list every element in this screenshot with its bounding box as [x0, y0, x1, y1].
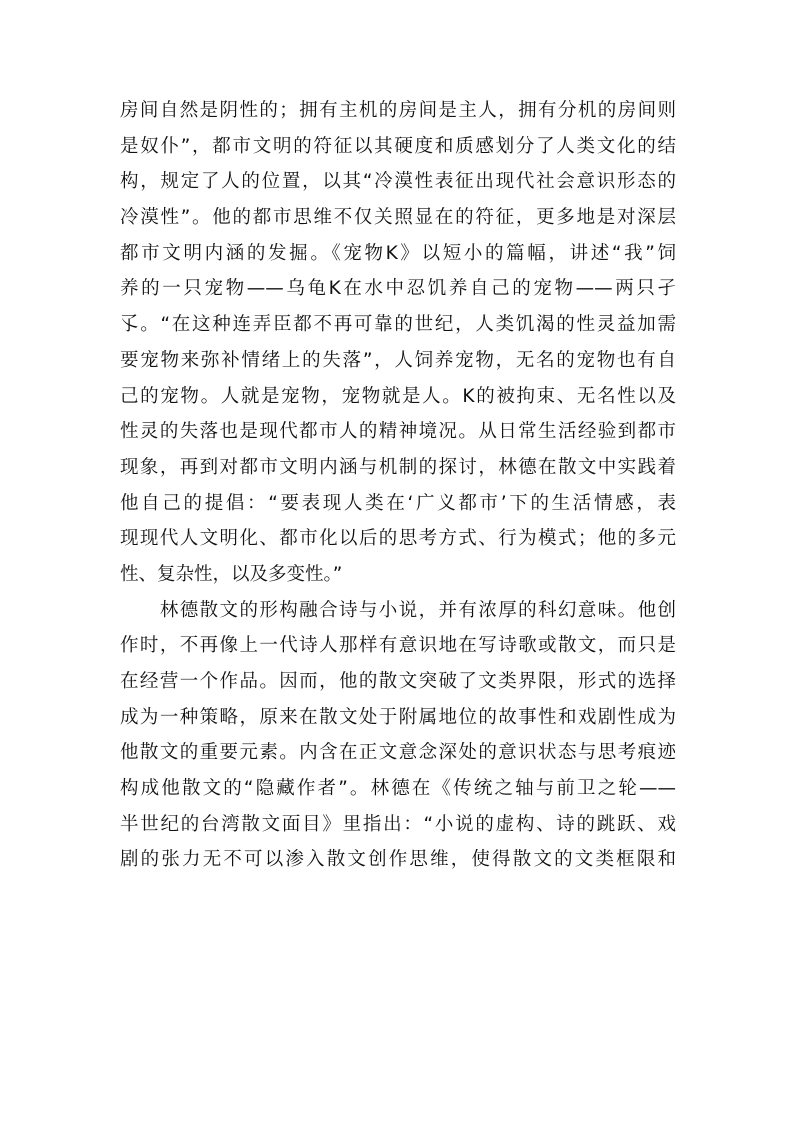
text-line: 构，规定了人的位置，以其“冷漠性表征出现代社会意识形态的 [120, 171, 676, 193]
paragraph-1 [120, 93, 676, 593]
text-line: 现现代人文明化、都市化以后的思考方式、行为模式；他的多元 [120, 528, 676, 550]
text-line: 林德散文的形构融合诗与小说，并有浓厚的科幻意味。他创 [120, 599, 676, 621]
text-line: 是奴仆”，都市文明的符征以其硬度和质感划分了人类文化的结 [120, 135, 676, 157]
text-line: 成为一种策略，原来在散文处于附属地位的故事性和戏剧性成为 [120, 706, 676, 728]
text-line: 作时，不再像上一代诗人那样有意识地在写诗歌或散文，而只是 [120, 635, 676, 657]
text-line: 构成他散文的“隐藏作者”。林德在《传统之轴与前卫之轮—— [120, 778, 676, 800]
text-line: 性、复杂性，以及多变性。” [120, 563, 343, 585]
text-line: 他散文的重要元素。内含在正文意念深处的意识状态与思考痕迹 [120, 742, 676, 764]
text-line: 养的一只宠物——乌龟K在水中忍饥养自己的宠物——两只孑 [120, 278, 676, 300]
body-text [120, 93, 676, 878]
text-line: 己的宠物。人就是宠物，宠物就是人。K的被拘束、无名性以及 [120, 385, 676, 407]
text-line: 房间自然是阴性的；拥有主机的房间是主人，拥有分机的房间则 [120, 100, 676, 121]
text-line: 剧的张力无不可以渗入散文创作思维，使得散文的文类框限和 [120, 849, 676, 871]
text-line: 都市文明内涵的发掘。《宠物K》以短小的篇幅，讲述“我”饲 [120, 242, 676, 264]
text-line: 他自己的提倡：“要表现人类在‘广义都市’下的生活情感，表 [120, 492, 676, 514]
paragraph-2 [120, 593, 676, 879]
text-line: 半世纪的台湾散文面目》里指出：“小说的虚构、诗的跳跃、戏 [120, 813, 676, 835]
text-line: 在经营一个作品。因而，他的散文突破了文类界限，形式的选择 [120, 671, 676, 692]
text-line: 性灵的失落也是现代都市人的精神境况。从日常生活经验到都市 [120, 421, 676, 443]
text-line: 现象，再到对都市文明内涵与机制的探讨，林德在散文中实践着 [120, 456, 676, 478]
text-line: 要宠物来弥补情绪上的失落”，人饲养宠物，无名的宠物也有自 [120, 349, 676, 371]
text-line: 冷漠性”。他的都市思维不仅关照显在的符征，更多地是对深层 [120, 207, 676, 229]
text-line: 孓。“在这种连弄臣都不再可靠的世纪，人类饥渴的性灵益加需 [120, 314, 676, 336]
